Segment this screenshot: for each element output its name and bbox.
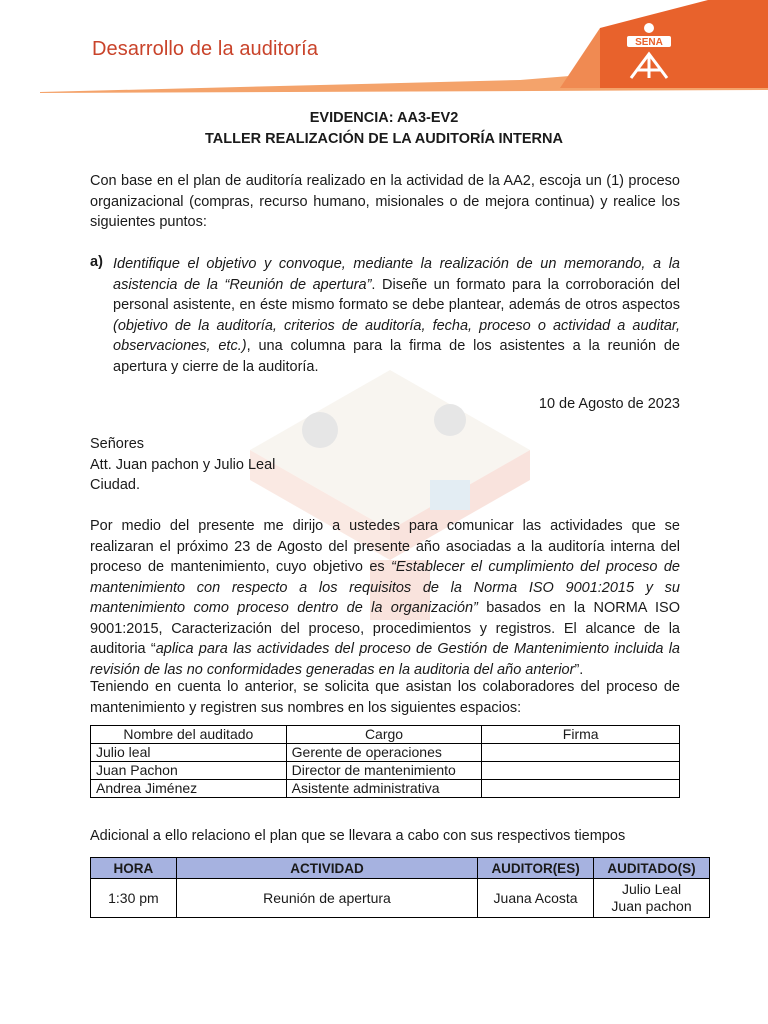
plan-col-auditor: AUDITOR(ES) [478,858,594,879]
item-a-paragraph [113,254,680,377]
header-orange-tip [560,28,600,88]
attendee-role: Asistente administrativa [286,780,482,798]
item-a-italic-3: (objetivo de la auditoría, criterios de auditoría, fecha, proceso o actividad a auditar, observaciones, etc.) [113,317,680,354]
attendee-name: Andrea Jiménez [91,780,287,798]
plan-auditor: Juana Acosta [478,879,594,918]
table-row [91,762,680,780]
table-row [91,780,680,798]
plan-auditado [594,879,710,918]
letter-body-paragraph [90,516,680,680]
sena-logo-text: SENA [635,37,663,48]
plan-auditado-1: Julio Leal [621,881,682,897]
item-a-label: a) [90,254,103,270]
plan-col-actividad: ACTIVIDAD [176,858,477,879]
evidence-title: EVIDENCIA: AA3-EV2 [309,110,459,126]
sena-logo-icon [623,16,675,86]
attendee-signature-cell[interactable] [482,744,680,762]
plan-header-row [91,858,710,879]
table-row [91,879,710,918]
body-scope-italic: aplica para las actividades del proceso de Gestión de Mantenimiento incluida la revisión de las no conformidades generadas en la auditoria del año anterior [90,641,680,678]
attendee-table [90,725,680,798]
plan-intro-text: Adicional a ello relaciono el plan que se llevara a cabo con sus respectivos tiempos [90,828,626,844]
item-a-italic-1: Identifique el objetivo y convoque, mediante la realización de un memorando, a la asistencia de la “Reunión de apertura” [113,256,680,293]
body-objective-italic: “Establecer el cumplimiento del proceso de mantenimiento con respecto a los requisitos de la Norma ISO 9001:2015 y su mantenimiento como proceso dentro de la organización” [90,559,680,616]
attendee-role: Gerente de operaciones [286,744,482,762]
attendee-col-name: Nombre del auditado [91,726,287,744]
attendee-name: Juan Pachon [91,762,287,780]
header-title: Desarrollo de la auditoría [92,38,319,60]
body-text-5: ”. [574,661,584,678]
recipient-line-3: Ciudad. [90,477,140,493]
table-row [91,744,680,762]
attendee-col-sign: Firma [482,726,680,744]
plan-auditado-2: Juan pachon [611,898,692,914]
letter-recipient [90,434,275,496]
item-a-text-4: , una columna para la firma de los asistentes a la reunión de apertura y cierre de la auditoría. [113,338,680,375]
intro-paragraph: Con base en el plan de auditoría realizado en la actividad de la AA2, escoja un (1) proceso organizacional (compras, recurso humano, misionales o de mejora continua) y realice los siguientes puntos: [90,173,680,230]
body-text-3: basados en la NORMA ISO 9001:2015, Caracterización del proceso, procedimientos y registros. El alcance de la auditoria “ [90,600,680,657]
recipient-line-1: Señores [90,436,145,452]
plan-hora: 1:30 pm [91,879,177,918]
recipient-line-2: Att. Juan pachon y Julio Leal [90,456,276,473]
letter-date: 10 de Agosto de 2023 [538,396,680,412]
attendee-header-row [91,726,680,744]
sena-logo [623,16,675,86]
attendee-col-role: Cargo [286,726,482,744]
plan-col-auditado: AUDITADO(S) [594,858,710,879]
item-a-text-2: . Diseñe un formato para la corroboración del personal asistente, en éste mismo formato se debe plantear, además de otros aspectos [113,276,680,313]
attendee-signature-cell[interactable] [482,780,680,798]
attendee-signature-cell[interactable] [482,762,680,780]
attendee-name: Julio leal [91,744,287,762]
plan-col-hora: HORA [91,858,177,879]
attendee-role: Director de mantenimiento [286,762,482,780]
body-text-1: Por medio del presente me dirijo a ustedes para comunicar las actividades que se realizaran el próximo 23 de Agosto del presente año asociadas a la auditoría interna del proceso de mantenimiento, cuyo objetivo es [90,518,680,575]
plan-actividad: Reunión de apertura [176,879,477,918]
workshop-title: TALLER REALIZACIÓN DE LA AUDITORÍA INTERNA [205,131,563,147]
audit-plan-table [90,857,710,918]
attendance-request-paragraph: Teniendo en cuenta lo anterior, se solicita que asistan los colaboradores del proceso de mantenimiento y registren sus nombres en los siguientes espacios: [90,679,680,716]
